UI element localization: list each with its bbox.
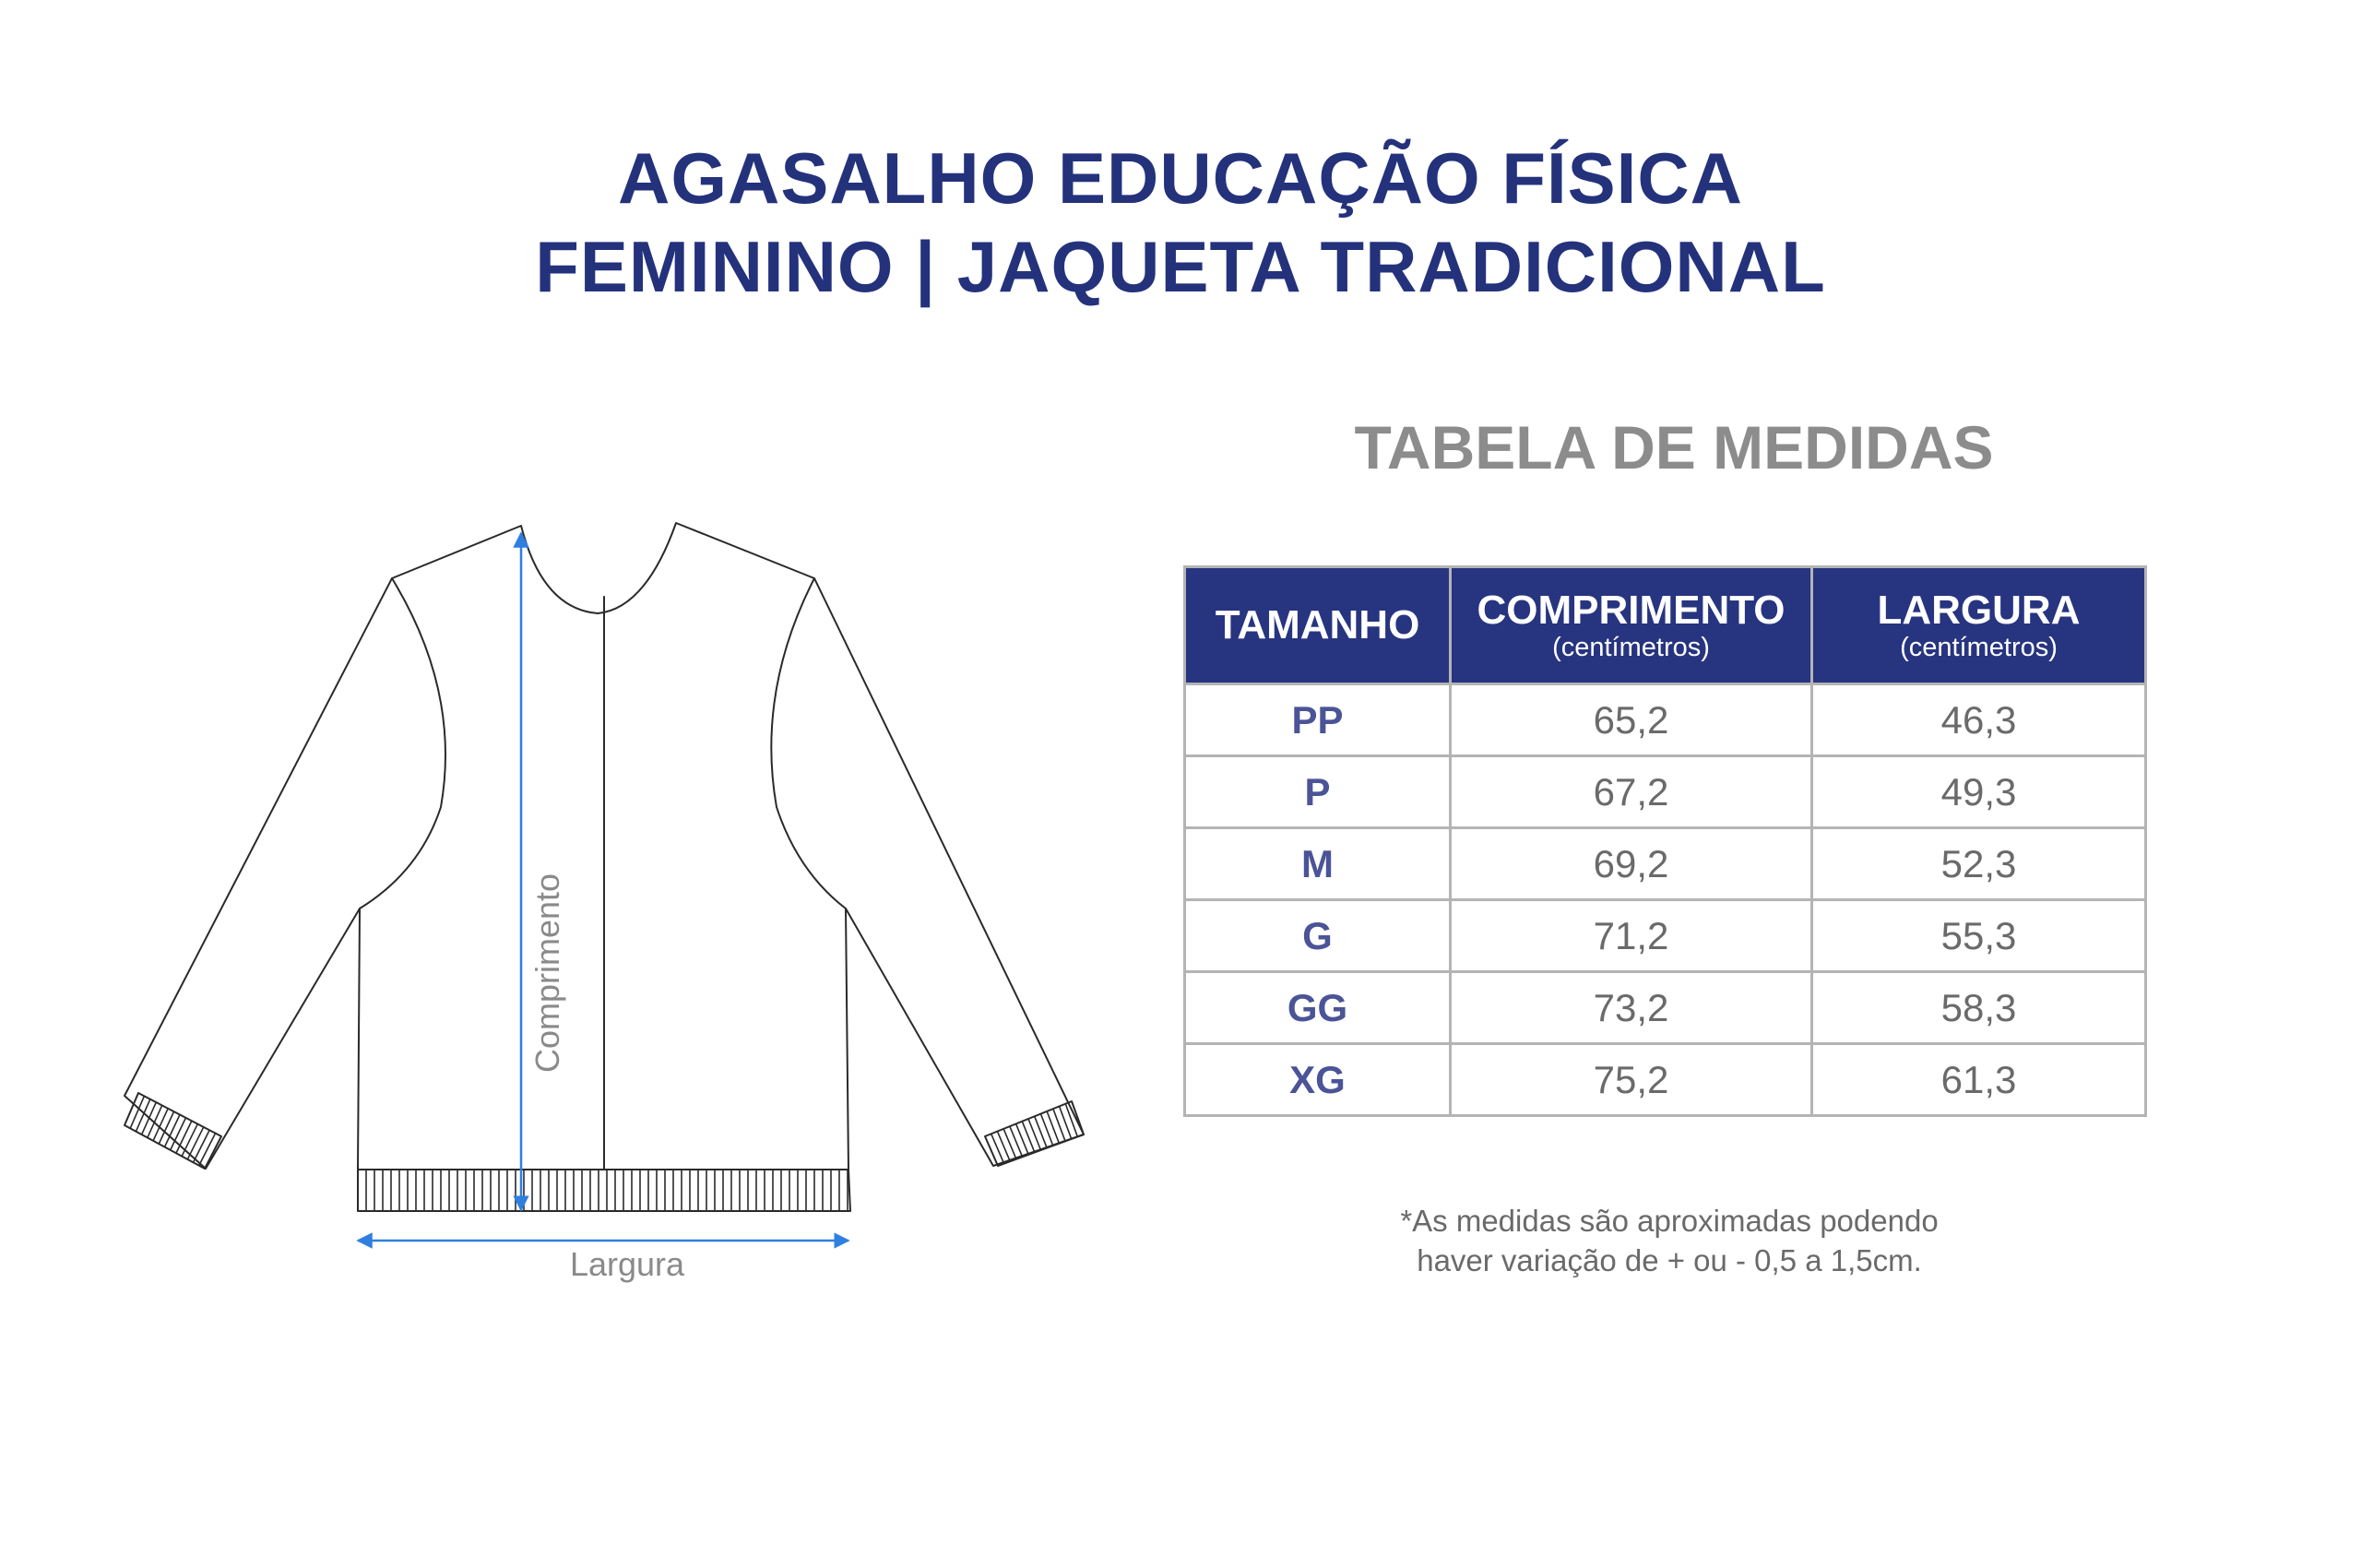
table-row <box>1185 972 2146 1044</box>
disclaimer-line-1: *As medidas são aproximadas podendo <box>1400 1204 1939 1238</box>
header-size-label: TAMANHO <box>1215 602 1420 647</box>
page-title-line-1: AGASALHO EDUCAÇÃO FÍSICA <box>617 137 1743 219</box>
table-row <box>1185 684 2146 756</box>
right-armhole <box>771 578 846 909</box>
length-cell: 69,2 <box>1451 828 1812 900</box>
left-armhole <box>360 578 445 909</box>
length-cell: 65,2 <box>1451 684 1812 756</box>
width-cell: 52,3 <box>1812 828 2146 900</box>
length-cell: 75,2 <box>1451 1044 1812 1116</box>
table-row <box>1185 1044 2146 1116</box>
page-title-line-2: FEMININO | JAQUETA TRADICIONAL <box>535 226 1826 307</box>
header-length <box>1451 567 1812 684</box>
width-cell: 49,3 <box>1812 756 2146 828</box>
size-cell: PP <box>1185 684 1451 756</box>
size-table-header-row <box>1185 567 2146 684</box>
width-label: Largura <box>569 1245 685 1283</box>
bottom-rib-band <box>358 1170 850 1211</box>
width-cell: 55,3 <box>1812 900 2146 972</box>
header-width <box>1812 567 2146 684</box>
header-size <box>1185 567 1451 684</box>
width-cell: 46,3 <box>1812 684 2146 756</box>
table-row <box>1185 900 2146 972</box>
header-width-unit: (centímetros) <box>1900 633 2058 662</box>
header-length-unit: (centímetros) <box>1552 633 1710 662</box>
width-cell: 58,3 <box>1812 972 2146 1044</box>
table-row <box>1185 828 2146 900</box>
table-row <box>1185 756 2146 828</box>
length-cell: 67,2 <box>1451 756 1812 828</box>
size-cell: XG <box>1185 1044 1451 1116</box>
width-cell: 61,3 <box>1812 1044 2146 1116</box>
length-label: Comprimento <box>528 873 566 1074</box>
size-cell: GG <box>1185 972 1451 1044</box>
disclaimer-note <box>1273 1201 2066 1280</box>
size-cell: P <box>1185 756 1451 828</box>
size-table <box>1183 565 2147 1117</box>
size-table-heading: TABELA DE MEDIDAS <box>1354 413 1994 481</box>
length-cell: 71,2 <box>1451 900 1812 972</box>
header-width-label: LARGURA <box>1877 588 2081 633</box>
header-length-label: COMPRIMENTO <box>1477 588 1786 633</box>
length-cell: 73,2 <box>1451 972 1812 1044</box>
disclaimer-line-2: haver variação de + ou - 0,5 a 1,5cm. <box>1417 1243 1922 1277</box>
size-cell: G <box>1185 900 1451 972</box>
size-cell: M <box>1185 828 1451 900</box>
